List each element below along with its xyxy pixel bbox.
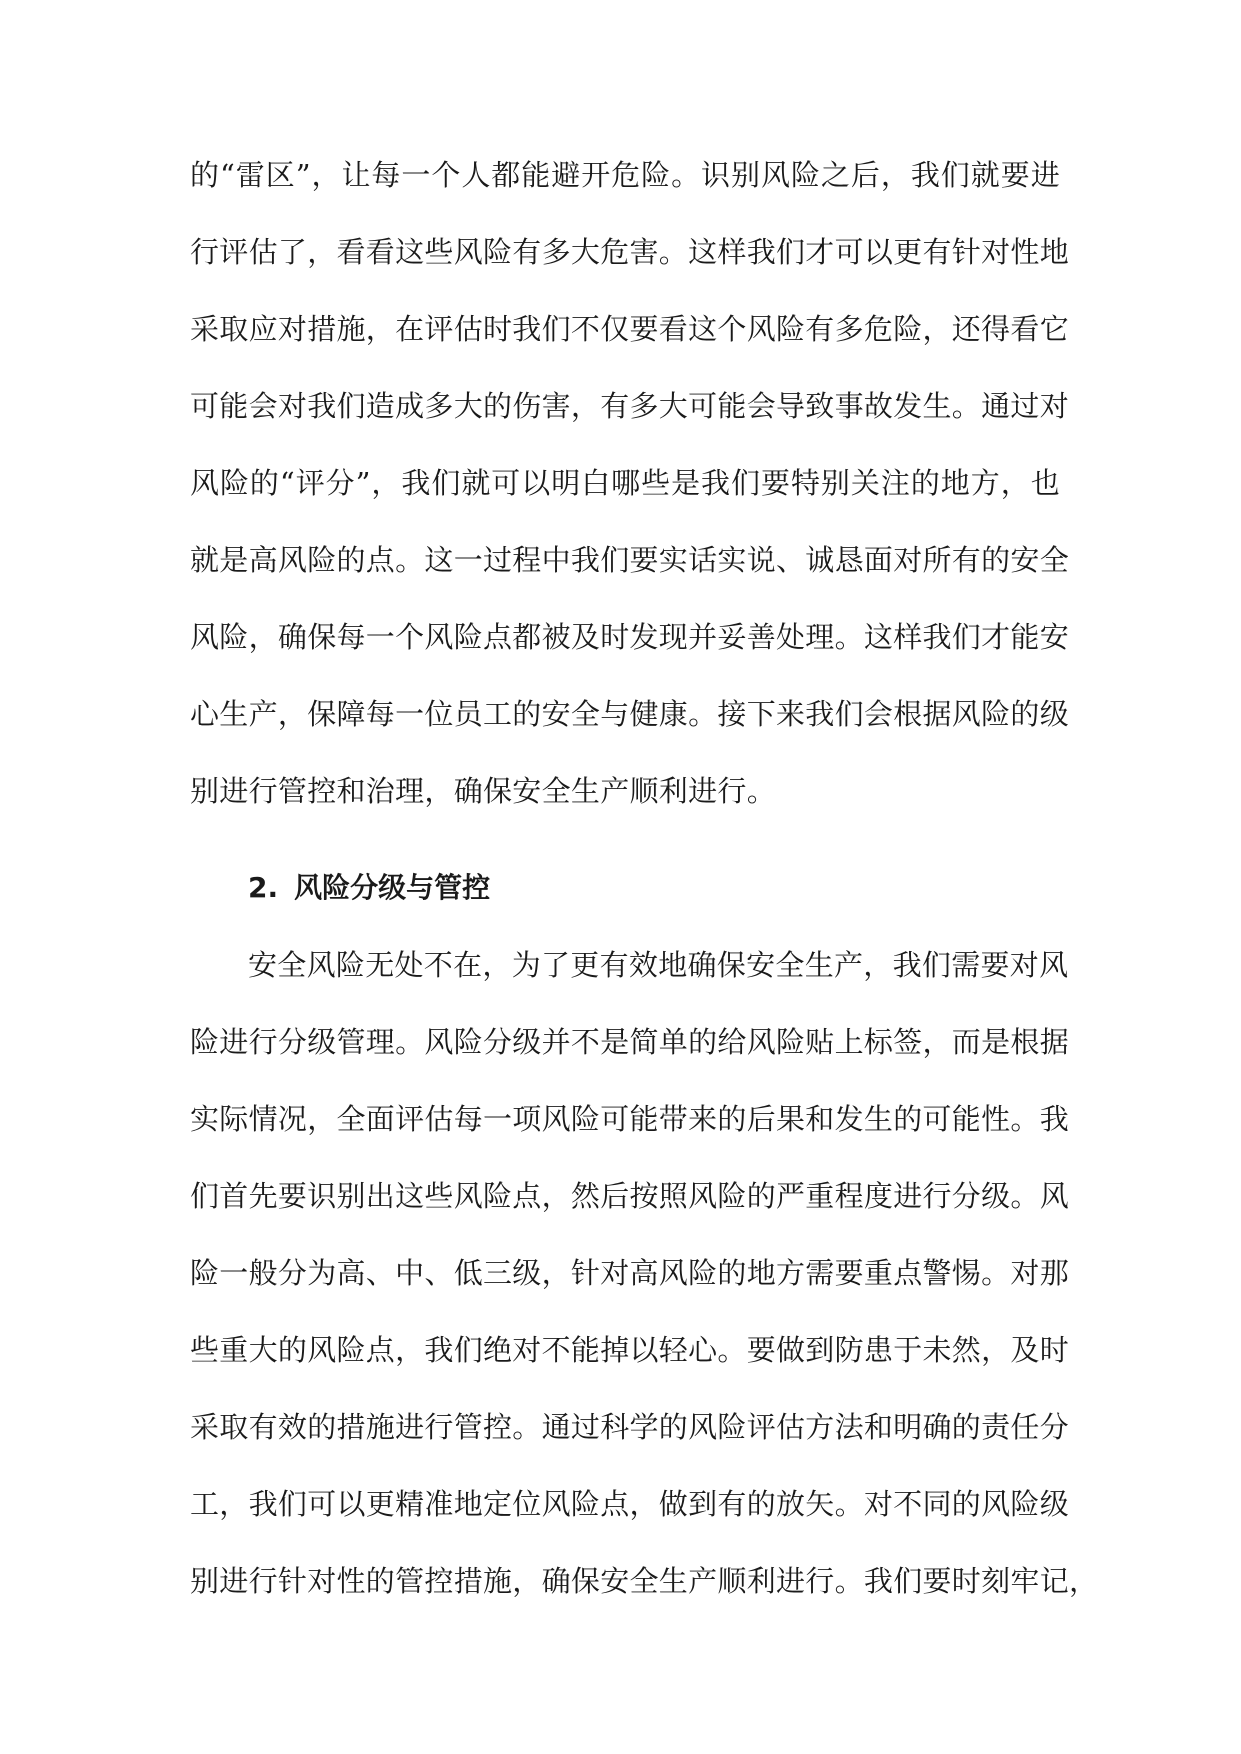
paragraph-2-line-7: 采取有效的措施进行管控。通过科学的风险评估方法和明确的责任分 [190,1410,1070,1444]
paragraph-1-line-7: 风险，确保每一个风险点都被及时发现并妥善处理。这样我们才能安 [190,620,1070,654]
section-title: 风险分级与管控 [294,871,491,904]
paragraph-1-line-5: 风险的“评分”，我们就可以明白哪些是我们要特别关注的地方，也 [190,466,1060,500]
paragraph-2-line-2: 险进行分级管理。风险分级并不是简单的给风险贴上标签，而是根据 [190,1025,1070,1059]
paragraph-2-line-9: 别进行针对性的管控措施，确保安全生产顺利进行。我们要时刻牢记， [190,1564,1099,1598]
section-number: 2. [248,871,279,904]
paragraph-2-line-6: 些重大的风险点，我们绝对不能掉以轻心。要做到防患于未然，及时 [190,1333,1070,1367]
paragraph-1-line-2: 行评估了，看看这些风险有多大危害。这样我们才可以更有针对性地 [190,235,1070,269]
paragraph-2-line-4: 们首先要识别出这些风险点，然后按照风险的严重程度进行分级。风 [190,1179,1070,1213]
paragraph-1-line-8: 心生产，保障每一位员工的安全与健康。接下来我们会根据风险的级 [190,697,1070,731]
paragraph-1-line-1: 的“雷区”，让每一个人都能避开危险。识别风险之后，我们就要进 [190,158,1060,192]
paragraph-1-line-4: 可能会对我们造成多大的伤害，有多大可能会导致事故发生。通过对 [190,389,1070,423]
paragraph-2-line-8: 工，我们可以更精准地定位风险点，做到有的放矢。对不同的风险级 [190,1487,1070,1521]
paragraph-2-line-5: 险一般分为高、中、低三级，针对高风险的地方需要重点警惕。对那 [190,1256,1070,1290]
paragraph-1-line-6: 就是高风险的点。这一过程中我们要实话实说、诚恳面对所有的安全 [190,543,1070,577]
paragraph-1-line-9: 别进行管控和治理，确保安全生产顺利进行。 [190,774,777,808]
section-heading [248,868,490,908]
paragraph-1-line-3: 采取应对措施，在评估时我们不仅要看这个风险有多危险，还得看它 [190,312,1070,346]
paragraph-2-line-1: 安全风险无处不在，为了更有效地确保安全生产，我们需要对风 [248,948,1069,982]
paragraph-2-line-3: 实际情况，全面评估每一项风险可能带来的后果和发生的可能性。我 [190,1102,1070,1136]
